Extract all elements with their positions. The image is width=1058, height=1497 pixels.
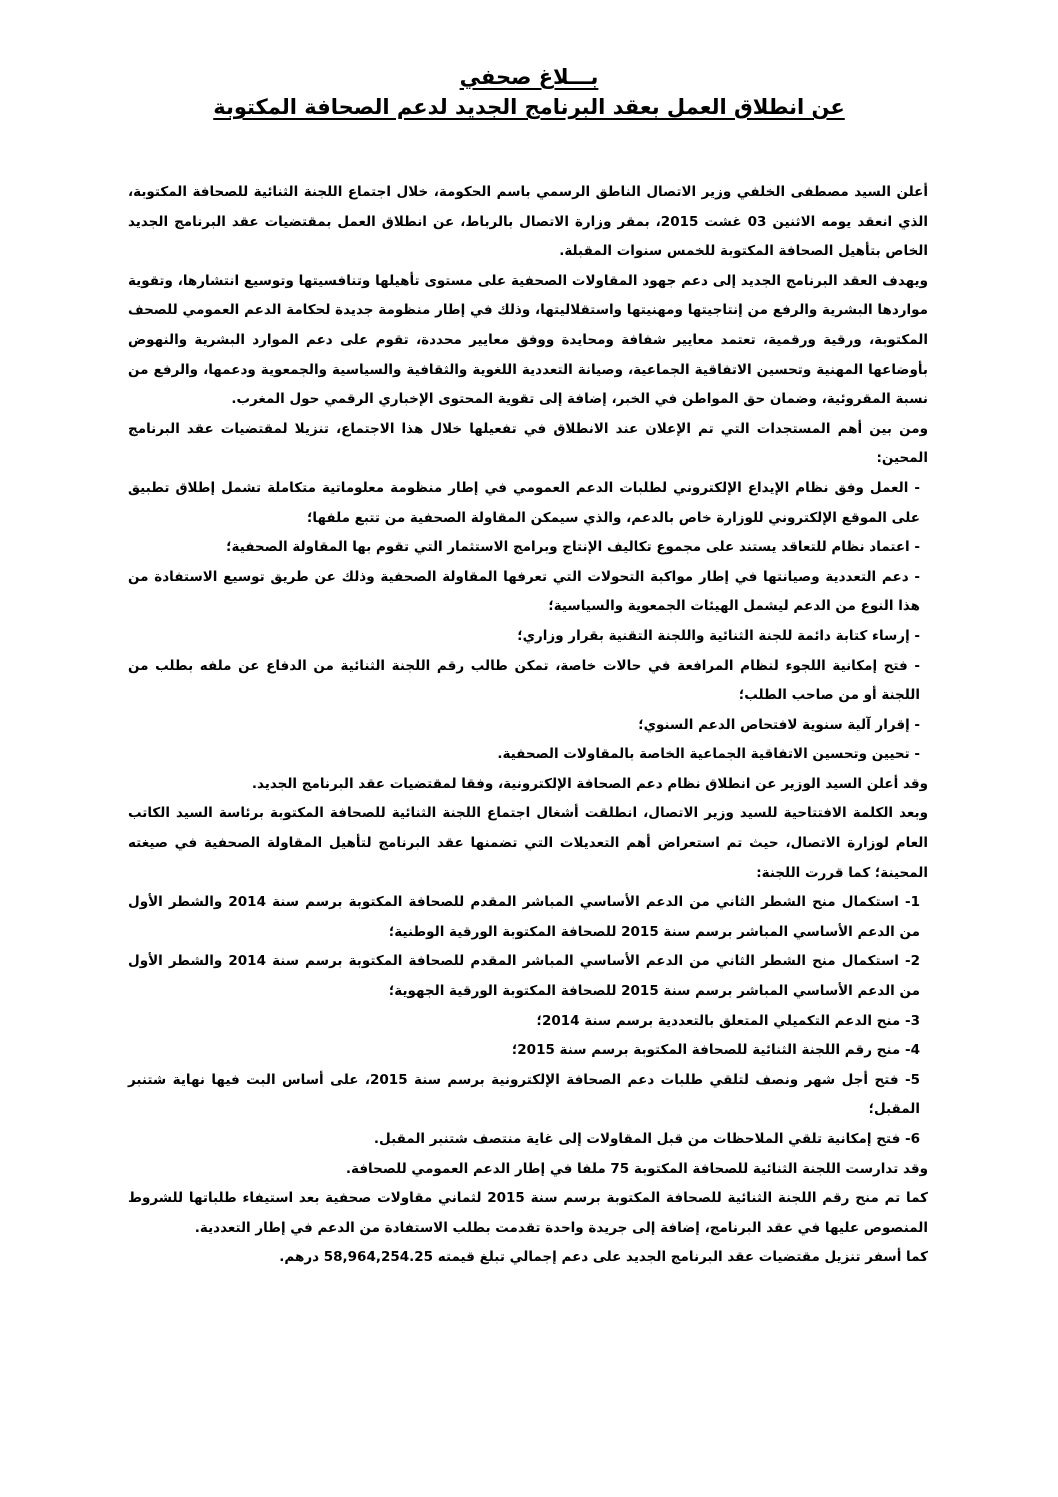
list-item: 4- منح رقم اللجنة الثنائية للصحافة المكتوبة برسم سنة 2015؛ xyxy=(511,1042,920,1059)
list-item: - تحيين وتحسين الاتفاقية الجماعية الخاصة بالمقاولات الصحفية. xyxy=(497,746,920,763)
granted-paragraph: كما تم منح رقم اللجنة الثنائية للصحافة المكتوبة برسم سنة 2015 لثماني مقاولات صحفية بعد استيفاء طلباتها للشروط المنصوص عليها في عقد البرنامج، إضافة إلى جريدة واحدة تقدمت بطلب الاستفادة من الدعم في إطار التعددية. xyxy=(128,1190,928,1236)
title-block xyxy=(0,62,1058,122)
list-item: 3- منح الدعم التكميلي المتعلق بالتعددية برسم سنة 2014؛ xyxy=(536,1012,920,1029)
studied-files-paragraph: وقد تدارست اللجنة الثنائية للصحافة المكتوبة 75 ملفا في إطار الدعم العمومي للصحافة. xyxy=(345,1160,928,1177)
list-item: 2- استكمال منح الشطر الثاني من الدعم الأساسي المباشر المقدم للصحافة المكتوبة برسم سنة 2014 والشطر الأول من الدعم الأساسي المباشر برسم سنة 2015 للصحافة المكتوبة الورقية الجهوية؛ xyxy=(128,953,920,1000)
list-item: - إقرار آلية سنوية لافتحاص الدعم السنوي؛ xyxy=(638,716,920,733)
document-body xyxy=(128,178,928,1273)
list-item: 1- استكمال منح الشطر الثاني من الدعم الأساسي المباشر المقدم للصحافة المكتوبة برسم سنة 2014 والشطر الأول من الدعم الأساسي المباشر برسم سنة 2015 للصحافة المكتوبة الورقية الوطنية؛ xyxy=(128,894,920,940)
intro-paragraph: أعلن السيد مصطفى الخلفي وزير الاتصال الناطق الرسمي باسم الحكومة، خلال اجتماع اللجنة الثنائية للصحافة المكتوبة، الذي انعقد يومه الاثنين 03 غشت 2015، بمقر وزارة الاتصال بالرباط، عن انطلاق العمل بمقتضيات عقد البرنامج الجديد الخاص بتأهيل الصحافة المكتوبة للخمس سنوات المقبلة. xyxy=(128,184,929,260)
list-item: - دعم التعددية وصيانتها في إطار مواكبة التحولات التي تعرفها المقاولة الصحفية وذلك عن طريق توسيع الاستفادة من هذا النوع من الدعم ليشمل الهيئات الجمعوية والسياسية؛ xyxy=(128,568,920,615)
list-item: - إرساء كتابة دائمة للجنة الثنائية واللجنة التقنية بقرار وزاري؛ xyxy=(517,627,920,644)
after-speech-paragraph: وبعد الكلمة الافتتاحية للسيد وزير الاتصال، انطلقت أشغال اجتماع اللجنة الثنائية للصحافة المكتوبة برئاسة السيد الكاتب العام لوزارة الاتصال، حيث تم استعراض أهم التعديلات التي تضمنها عقد البرنامج لتأهيل المقاولة الصحفية في صيغته المحينة؛ كما قررت اللجنة: xyxy=(128,805,928,881)
list-item: - فتح إمكانية اللجوء لنظام المرافعة في حالات خاصة، تمكن طالب رقم اللجنة الثنائية من الدفاع عن ملفه بطلب من اللجنة أو من صاحب الطلب؛ xyxy=(128,657,920,704)
minister-announcement: وقد أعلن السيد الوزير عن انطلاق نظام دعم الصحافة الإلكترونية، وفقا لمقتضيات عقد البرنامج الجديد. xyxy=(251,775,928,792)
total-support-paragraph: كما أسفر تنزيل مقتضيات عقد البرنامج الجديد على دعم إجمالي تبلغ قيمته 58,964,254.25 درهم. xyxy=(279,1249,928,1266)
document-subtitle: عن انطلاق العمل بعقد البرنامج الجديد لدعم الصحافة المكتوبة xyxy=(213,95,845,119)
goal-paragraph: ويهدف العقد البرنامج الجديد إلى دعم جهود المقاولات الصحفية على مستوى تأهيلها وتنافسيتها وتوسيع انتشارها، وتقوية مواردها البشرية والرفع من إنتاجيتها ومهنيتها واستقلاليتها، وذلك في إطار منظومة جديدة لحكامة الدعم العمومي للصحف المكتوبة، ورقية ورقمية، تعتمد معايير شفافة ومحايدة ووفق معايير محددة، تقوم على دعم الموارد البشرية والنهوض بأوضاعها المهنية وتحسين الاتفاقية الجماعية، وصيانة التعددية اللغوية والثقافية والسياسية والجمعوية ودعمها، والرفع من نسبة المقروئية، وضمان حق المواطن في الخبر، إضافة إلى تقوية المحتوى الإخباري الرقمي حول المغرب. xyxy=(128,272,928,408)
list-item: 6- فتح إمكانية تلقي الملاحظات من قبل المقاولات إلى غاية منتصف شتنبر المقبل. xyxy=(373,1131,920,1147)
document-title: بـــلاغ صحفي xyxy=(459,65,599,89)
new-items-intro: ومن بين أهم المستجدات التي تم الإعلان عند الانطلاق في تفعيلها خلال هذا الاجتماع، تنزيلا لمقتضيات عقد البرنامج المحين: xyxy=(128,420,928,467)
list-item: 5- فتح أجل شهر ونصف لتلقي طلبات دعم الصحافة الإلكترونية برسم سنة 2015، على أساس البت فيها نهاية شتنبر المقبل؛ xyxy=(128,1071,920,1118)
decisions-list xyxy=(128,888,928,1154)
list-item: - اعتماد نظام للتعاقد يستند على مجموع تكاليف الإنتاج وبرامج الاستثمار التي تقوم بها المقاولة الصحفية؛ xyxy=(226,539,920,556)
list-item: - العمل وفق نظام الإيداع الإلكتروني لطلبات الدعم العمومي في إطار منظومة معلوماتية متكاملة تشمل إطلاق تطبيق على الموقع الإلكتروني للوزارة خاص بالدعم، والذي سيمكن المقاولة الصحفية من تتبع ملفها؛ xyxy=(128,479,920,526)
new-items-list xyxy=(128,474,928,770)
